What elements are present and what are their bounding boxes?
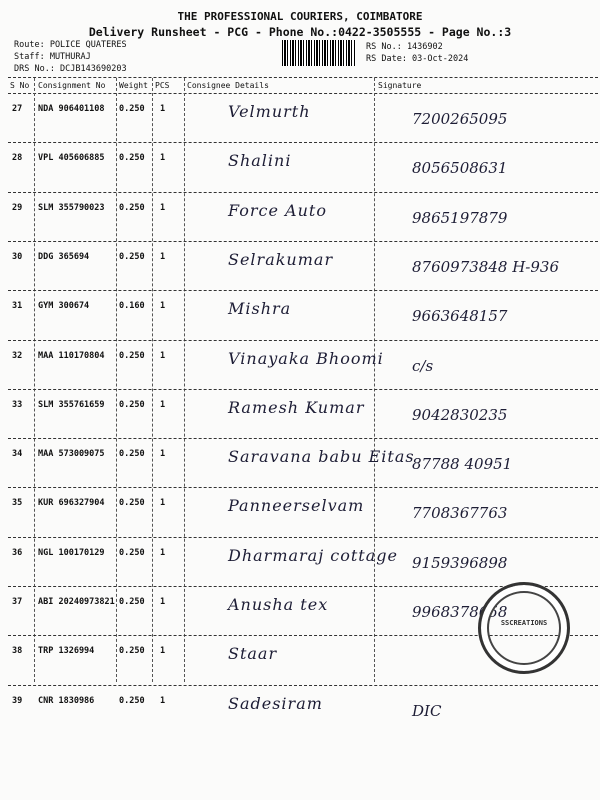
row-consignment-no: MAA 110170804 xyxy=(38,350,105,361)
row-consignee: Panneerselvam xyxy=(228,496,365,516)
row-signature: 9042830235 xyxy=(412,405,508,424)
row-consignee: Shalini xyxy=(228,151,292,171)
staff-label: Staff: MUTHURAJ xyxy=(14,52,91,62)
row-consignment-no: SLM 355790023 xyxy=(38,202,105,213)
col-signature: Signature xyxy=(378,81,422,90)
row-weight: 0.250 xyxy=(119,449,145,460)
company-title: THE PROFESSIONAL COURIERS, COIMBATORE xyxy=(177,10,423,23)
row-signature: DIC xyxy=(412,701,442,720)
row-weight: 0.250 xyxy=(119,646,145,657)
row-divider xyxy=(8,142,598,143)
stamp-text: SSCREATIONS xyxy=(500,619,548,627)
row-pcs: 1 xyxy=(160,350,166,361)
row-weight: 0.250 xyxy=(119,202,145,213)
row-signature: 9159396898 xyxy=(412,553,508,572)
row-consignee: Sadesiram xyxy=(228,693,323,713)
row-signature: 8760973848 H-936 xyxy=(412,257,559,276)
row-sno: 37 xyxy=(12,597,23,607)
col-weight: Weight xyxy=(119,81,148,90)
row-consignment-no: GYM 300674 xyxy=(38,301,90,312)
row-pcs: 1 xyxy=(160,104,166,114)
row-divider xyxy=(8,290,598,291)
row-sno: 31 xyxy=(12,301,23,312)
route-label: Route: POLICE QUATERES xyxy=(14,40,127,50)
row-consignment-no: KUR 696327904 xyxy=(38,498,105,509)
header-bottom-rule xyxy=(8,93,598,94)
row-signature: 9663648157 xyxy=(412,307,508,326)
row-pcs: 1 xyxy=(160,301,166,312)
row-consignment-no: NDA 906401108 xyxy=(38,104,105,114)
col-consignment: Consignment No xyxy=(38,81,106,90)
row-sno: 39 xyxy=(12,695,23,706)
row-signature: 87788 40951 xyxy=(412,455,513,474)
row-weight: 0.250 xyxy=(119,104,145,114)
divider xyxy=(184,78,185,682)
row-signature: c/s xyxy=(412,356,434,375)
row-weight: 0.250 xyxy=(119,695,145,706)
row-consignee: Mishra xyxy=(228,299,292,319)
row-weight: 0.250 xyxy=(119,597,145,607)
row-consignment-no: VPL 405606885 xyxy=(38,153,105,164)
divider xyxy=(152,78,153,682)
rs-number: RS No.: 1436902 xyxy=(366,42,443,52)
row-sno: 35 xyxy=(12,498,23,509)
col-consignee: Consignee Details xyxy=(187,81,269,90)
row-signature: 8056508631 xyxy=(412,159,508,178)
row-sno: 34 xyxy=(12,449,23,460)
row-pcs: 1 xyxy=(160,597,166,607)
row-signature: 9865197879 xyxy=(412,208,508,227)
header-top-rule xyxy=(8,77,598,78)
row-divider xyxy=(8,685,598,686)
row-signature: 7708367763 xyxy=(412,504,508,523)
row-sno: 32 xyxy=(12,350,23,361)
row-pcs: 1 xyxy=(160,251,166,262)
row-pcs: 1 xyxy=(160,646,166,657)
row-pcs: 1 xyxy=(160,202,166,213)
row-weight: 0.250 xyxy=(119,547,145,558)
divider xyxy=(116,78,117,682)
row-pcs: 1 xyxy=(160,695,166,706)
row-divider xyxy=(8,438,598,439)
divider xyxy=(34,78,35,682)
row-divider xyxy=(8,537,598,538)
row-divider xyxy=(8,389,598,390)
row-divider xyxy=(8,487,598,488)
row-consignee: Ramesh Kumar xyxy=(228,397,365,417)
row-consignee: Force Auto xyxy=(228,200,327,220)
row-divider xyxy=(8,241,598,242)
row-consignment-no: DDG 365694 xyxy=(38,251,90,262)
row-pcs: 1 xyxy=(160,498,166,509)
col-sno: S No xyxy=(10,81,30,90)
row-weight: 0.250 xyxy=(119,350,145,361)
row-consignment-no: CNR 1830986 xyxy=(38,695,95,706)
row-pcs: 1 xyxy=(160,399,166,410)
row-weight: 0.250 xyxy=(119,498,145,509)
row-consignee: Dharmaraj cottage xyxy=(228,545,398,565)
row-consignee: Vinayaka Bhoomi xyxy=(228,348,384,368)
rs-date: RS Date: 03-Oct-2024 xyxy=(366,54,469,64)
row-consignee: Saravana babu Eitas xyxy=(228,447,415,467)
row-sno: 28 xyxy=(12,153,23,164)
row-signature: 9968378658 xyxy=(412,603,508,621)
row-weight: 0.250 xyxy=(119,153,145,164)
runsheet-subtitle: Delivery Runsheet - PCG - Phone No.:0422-3505555 - Page No.:3 xyxy=(88,25,512,39)
row-sno: 38 xyxy=(12,646,23,657)
row-pcs: 1 xyxy=(160,153,166,164)
row-consignment-no: NGL 100170129 xyxy=(38,547,105,558)
company-stamp xyxy=(478,582,570,674)
row-pcs: 1 xyxy=(160,449,166,460)
row-signature: 7200265095 xyxy=(412,110,508,128)
row-sno: 30 xyxy=(12,251,23,262)
row-divider xyxy=(8,340,598,341)
divider xyxy=(374,78,375,682)
row-consignee: Selrakumar xyxy=(228,249,334,269)
col-pcs: PCS xyxy=(155,81,170,90)
row-weight: 0.250 xyxy=(119,399,145,410)
row-sno: 27 xyxy=(12,104,23,114)
row-divider xyxy=(8,192,598,193)
row-consignment-no: MAA 573009075 xyxy=(38,449,105,460)
row-consignment-no: TRP 1326994 xyxy=(38,646,95,657)
row-consignment-no: ABI 20240973821 xyxy=(38,597,115,607)
row-consignee: Anusha tex xyxy=(228,595,329,614)
barcode-image xyxy=(282,40,356,66)
row-sno: 36 xyxy=(12,547,23,558)
row-pcs: 1 xyxy=(160,547,166,558)
row-sno: 33 xyxy=(12,399,23,410)
row-consignee: Staar xyxy=(228,644,278,664)
row-consignee: Velmurth xyxy=(228,102,311,121)
row-weight: 0.250 xyxy=(119,251,145,262)
row-weight: 0.160 xyxy=(119,301,145,312)
drs-number: DRS No.: DCJB143690203 xyxy=(14,64,127,74)
row-sno: 29 xyxy=(12,202,23,213)
row-consignment-no: SLM 355761659 xyxy=(38,399,105,410)
